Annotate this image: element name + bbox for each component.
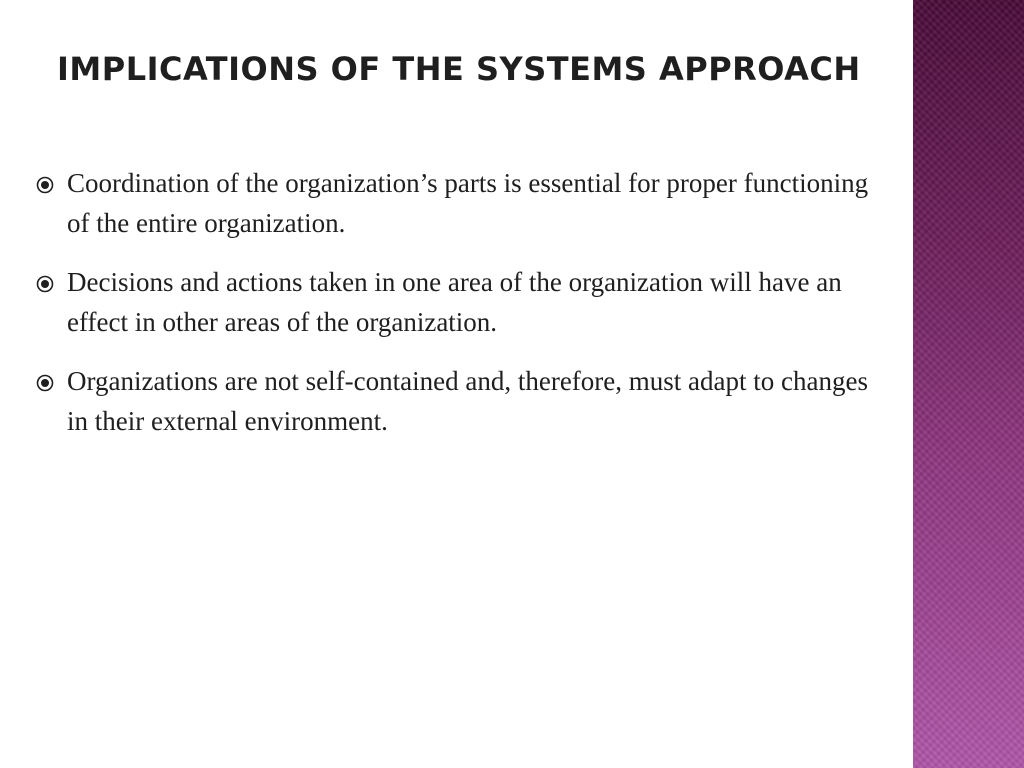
- circled-dot-icon: [36, 176, 54, 194]
- bullet-text: Coordination of the organization’s parts is essential for proper functioning of the entire organization.: [67, 168, 869, 238]
- circled-dot-icon: [36, 374, 54, 392]
- bullet-list: [36, 163, 886, 460]
- decorative-side-band: [913, 0, 1024, 768]
- bullet-text: Organizations are not self-contained and, therefore, must adapt to changes in their external environment.: [67, 366, 868, 436]
- bullet-text: Decisions and actions taken in one area of the organization will have an effect in other areas of the organization.: [67, 267, 842, 337]
- bullet-item: [36, 361, 886, 441]
- slide-title: IMPLICATIONS OF THE SYSTEMS APPROACH: [57, 50, 861, 88]
- circled-dot-icon: [36, 275, 54, 293]
- bullet-item: [36, 163, 886, 243]
- bullet-item: [36, 262, 886, 342]
